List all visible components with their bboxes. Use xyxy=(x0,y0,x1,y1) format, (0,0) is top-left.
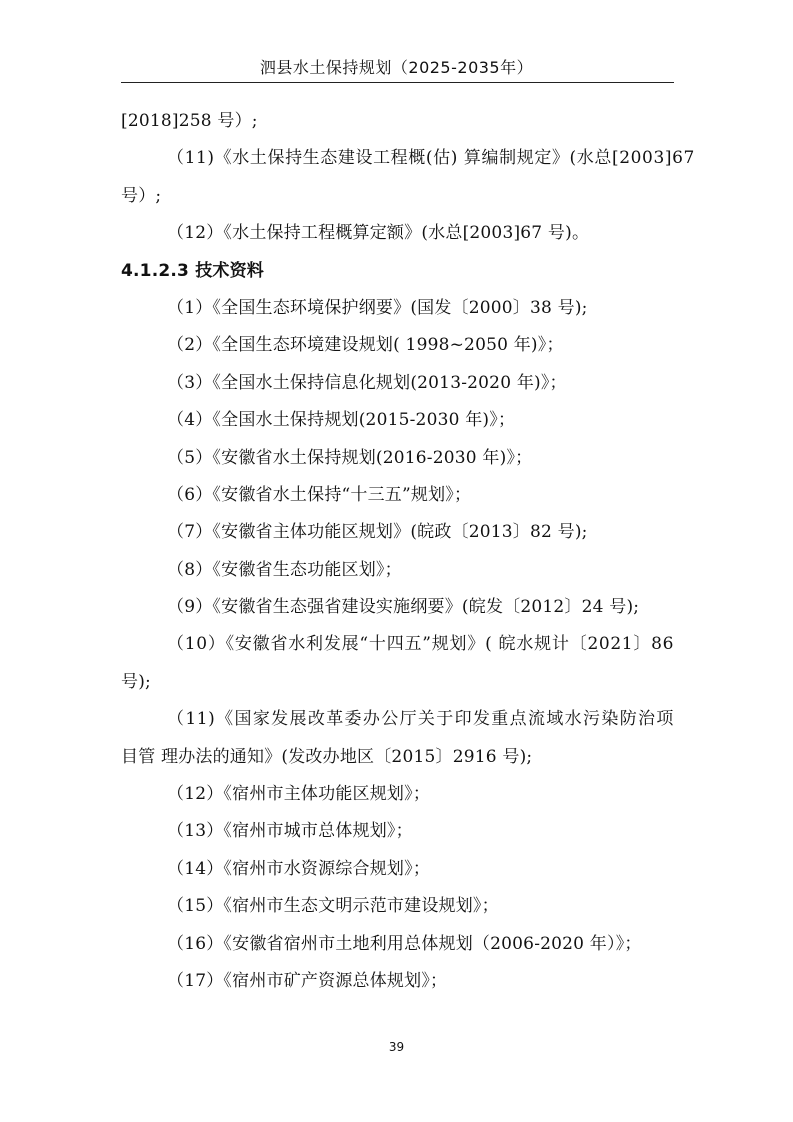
text-line-4: （12）《水土保持工程概算定额》(水总[2003]67 号)。 xyxy=(167,223,590,244)
list-item-17: （17）《宿州市矿产资源总体规划》； xyxy=(167,970,448,991)
header-divider xyxy=(121,82,674,83)
list-item-3: （3）《全国水土保持信息化规划(2013-2020 年)》； xyxy=(167,372,567,393)
list-item-16: （16）《安徽省宿州市土地利用总体规划（2006-2020 年）》； xyxy=(167,933,642,954)
list-item-12: （12）《宿州市主体功能区规划》； xyxy=(167,784,431,805)
list-item-7: （7）《安徽省主体功能区规划》(皖政〔2013〕82 号); xyxy=(167,522,588,543)
text-line-3: 号）; xyxy=(121,185,162,206)
document-body xyxy=(121,103,695,1000)
list-item-11: （11)《国家发展改革委办公厅关于印发重点流域水污染防治项 xyxy=(167,709,674,730)
list-item-11-continued: 目管 理办法的通知》(发改办地区〔2015〕2916 号); xyxy=(121,746,533,767)
list-item-1: （1）《全国生态环境保护纲要》(国发〔2000〕38 号); xyxy=(167,297,588,318)
text-line-1: [2018]258 号）; xyxy=(121,111,258,131)
list-item-6: （6）《安徽省水土保持“十三五”规划》； xyxy=(167,484,472,505)
list-item-9: （9）《安徽省生态强省建设实施纲要》(皖发〔2012〕24 号); xyxy=(167,597,640,618)
page-number: 39 xyxy=(388,1040,405,1054)
list-item-10-continued: 号); xyxy=(121,671,151,692)
list-item-4: （4）《全国水土保持规划(2015-2030 年)》； xyxy=(167,410,516,431)
list-item-2: （2）《全国生态环境建设规划( 1998~2050 年)》； xyxy=(167,335,564,356)
list-item-15: （15）《宿州市生态文明示范市建设规划》； xyxy=(167,896,499,917)
list-item-5: （5）《安徽省水土保持规划(2016-2030 年)》； xyxy=(167,447,533,468)
page-header-title: 泗县水土保持规划（2025-2035年） xyxy=(259,58,534,77)
list-item-8: （8）《安徽省生态功能区划》； xyxy=(167,559,402,580)
list-item-10: （10）《安徽省水利发展“十四五”规划》( 皖水规计〔2021〕86 xyxy=(167,634,674,655)
list-item-13: （13）《宿州市城市总体规划》； xyxy=(167,821,413,842)
list-item-14: （14）《宿州市水资源综合规划》； xyxy=(167,858,431,879)
text-line-2: （11)《水土保持生态建设工程概(估) 算编制规定》(水总[2003]67 xyxy=(167,148,695,169)
section-heading: 4.1.2.3 技术资料 xyxy=(121,260,265,281)
